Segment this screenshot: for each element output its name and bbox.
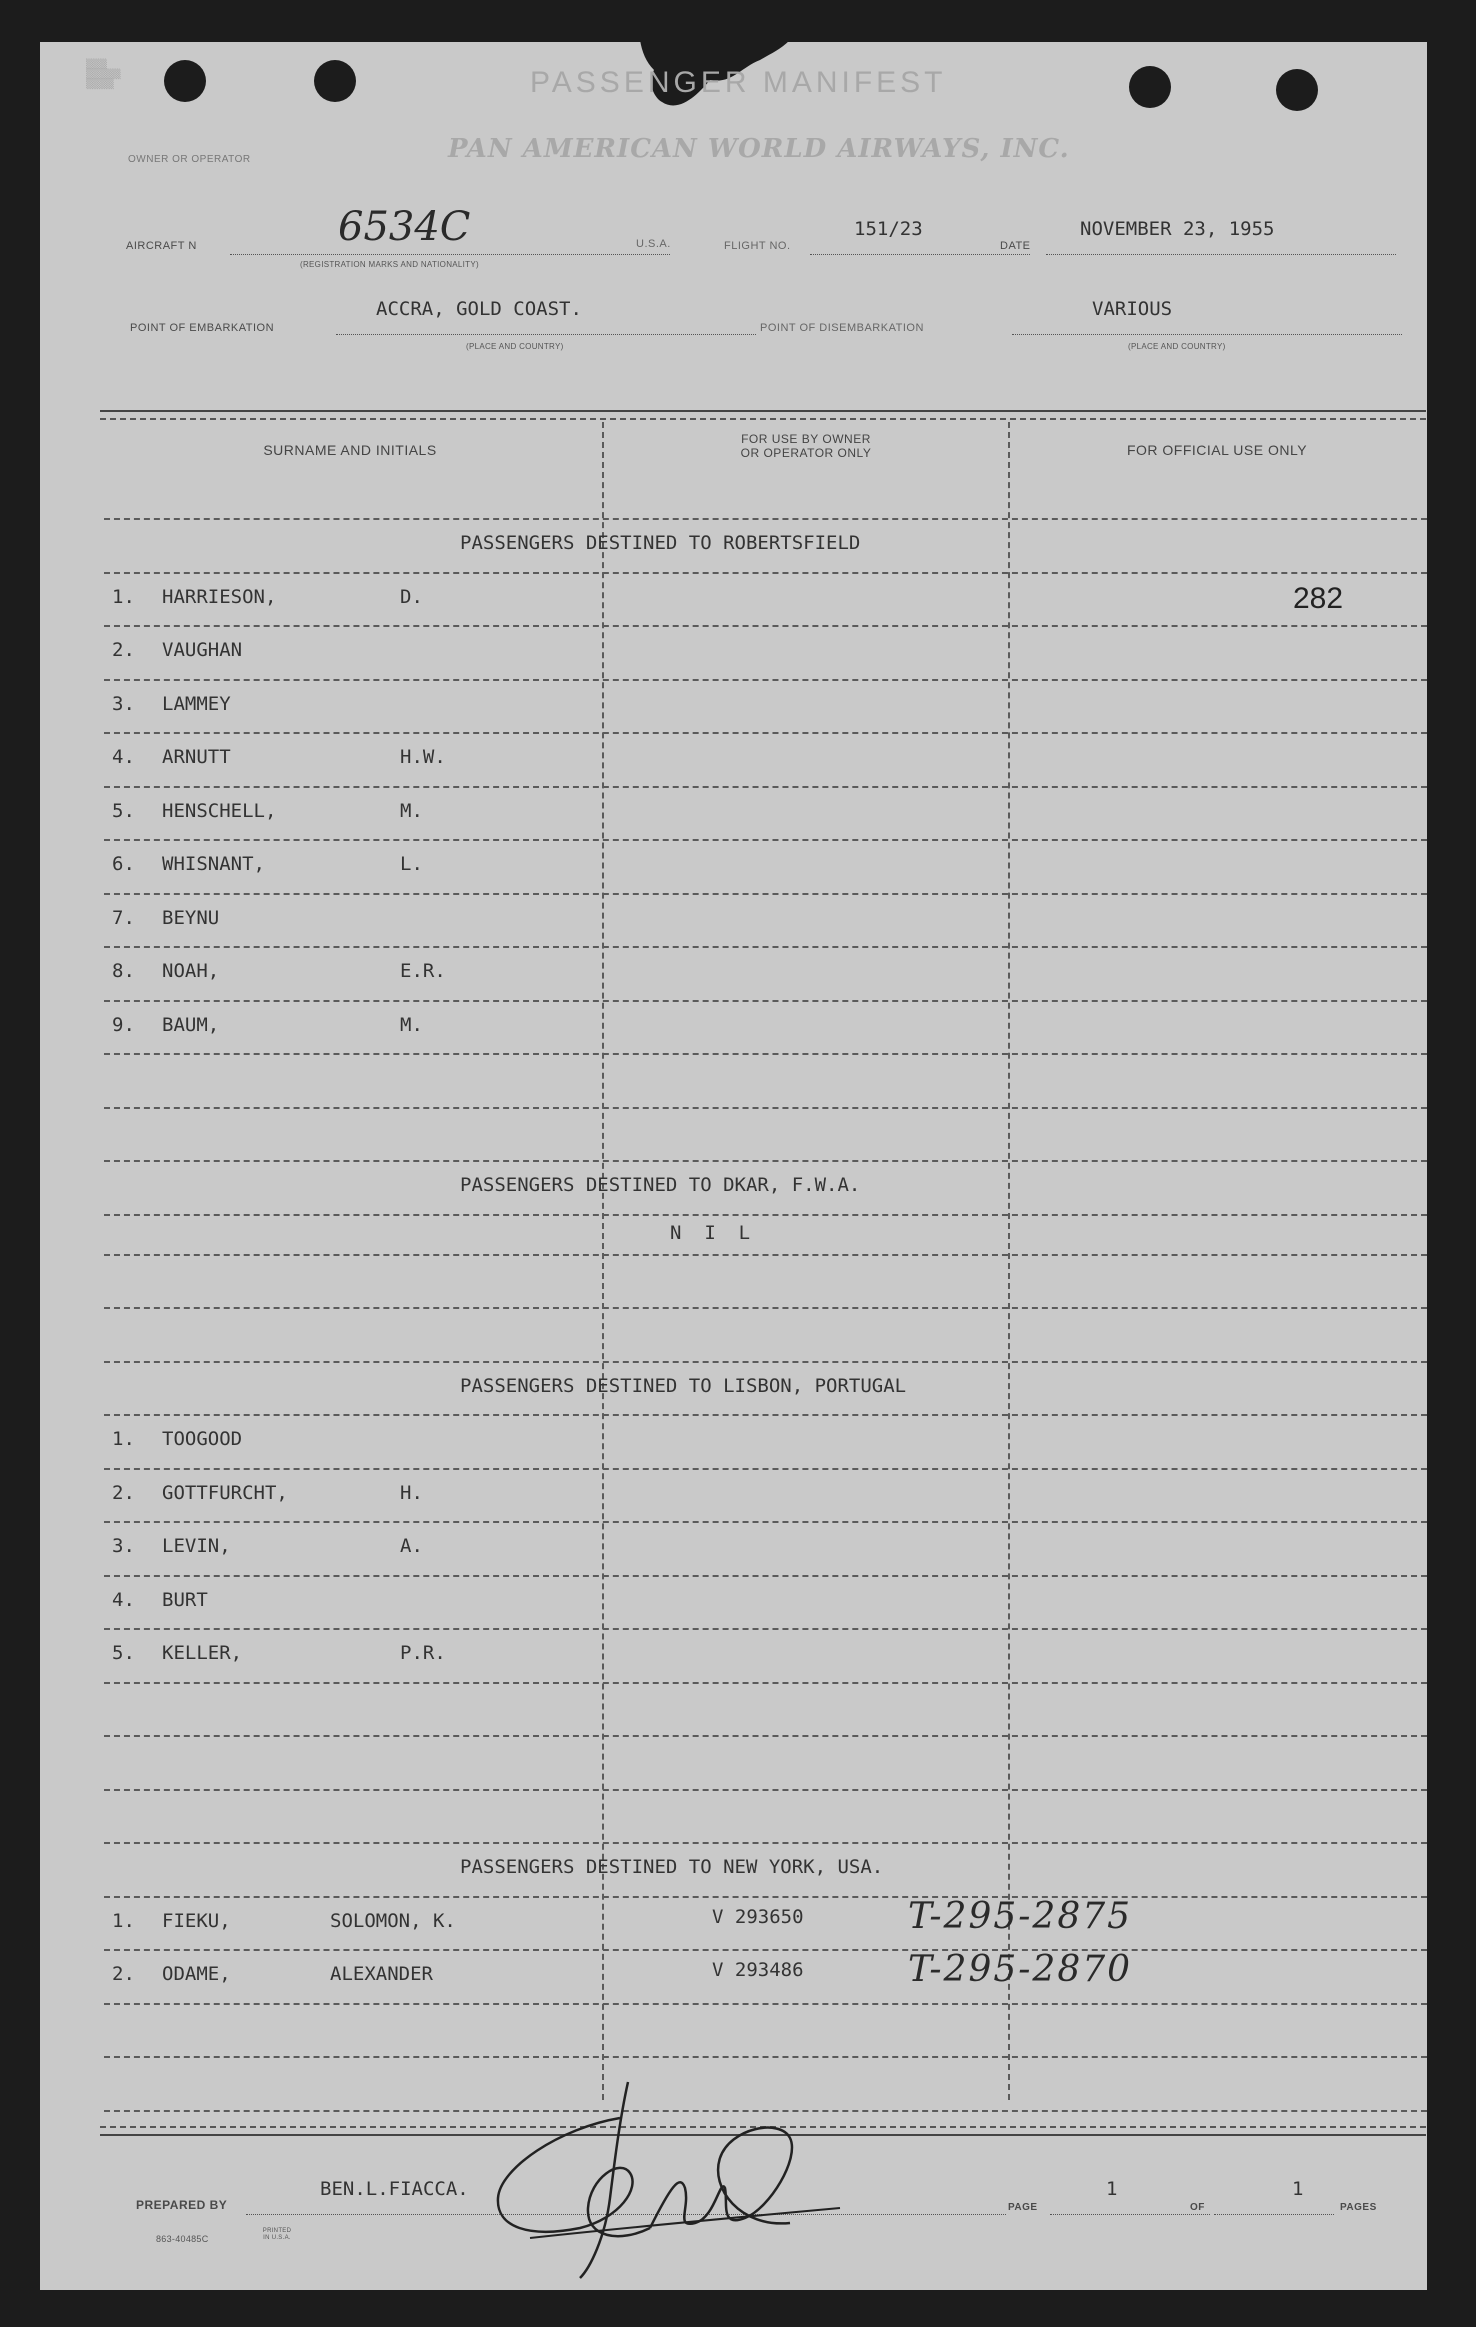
passenger-number: 3. bbox=[112, 1535, 135, 1558]
column-header-owner-use: FOR USE BY OWNER OR OPERATOR ONLY bbox=[740, 432, 872, 460]
row-rule bbox=[104, 946, 1427, 948]
passenger-initials: SOLOMON, K. bbox=[330, 1909, 456, 1932]
passenger-official-number: T-295-2875 bbox=[908, 1895, 1133, 1937]
passenger-initials: M. bbox=[400, 1013, 423, 1036]
passenger-surname: LEVIN, bbox=[162, 1535, 231, 1558]
passenger-initials: ALEXANDER bbox=[330, 1963, 433, 1986]
passenger-number: 2. bbox=[112, 639, 135, 661]
passenger-number: 5. bbox=[112, 1642, 135, 1665]
company-name: PAN AMERICAN WORLD AIRWAYS, INC. bbox=[448, 134, 1070, 164]
row-rule bbox=[104, 1254, 1427, 1256]
row-rule bbox=[104, 572, 1427, 574]
passenger-official-number: T-295-2870 bbox=[908, 1949, 1133, 1991]
row-rule bbox=[104, 518, 1427, 520]
date-value: NOVEMBER 23, 1955 bbox=[1080, 218, 1275, 240]
passenger-surname: FIEKU, bbox=[162, 1909, 231, 1932]
passenger-surname: VAUGHAN bbox=[162, 639, 243, 661]
embarkation-underline bbox=[336, 334, 756, 335]
column-header-surname: SURNAME AND INITIALS bbox=[263, 442, 437, 458]
page-value: 1 bbox=[1106, 2178, 1118, 2200]
passenger-initials: P.R. bbox=[400, 1642, 446, 1665]
flight-no-label: FLIGHT NO. bbox=[724, 240, 791, 252]
passenger-number: 7. bbox=[112, 906, 135, 929]
punch-hole-right-2 bbox=[1276, 69, 1318, 111]
passenger-number: 5. bbox=[112, 799, 135, 822]
passenger-surname: LAMMEY bbox=[162, 692, 231, 715]
row-rule bbox=[104, 2056, 1427, 2058]
form-code: 863-40485C bbox=[156, 2234, 209, 2244]
passenger-surname: WHISNANT, bbox=[162, 853, 265, 875]
row-rule bbox=[104, 1160, 1427, 1162]
passenger-surname: ARNUTT bbox=[162, 746, 231, 768]
of-underline bbox=[1214, 2214, 1334, 2215]
row-rule bbox=[104, 1053, 1427, 1055]
page-underline bbox=[1050, 2214, 1210, 2215]
flight-underline bbox=[810, 254, 1030, 255]
row-rule bbox=[104, 1361, 1427, 1363]
passenger-initials: H.W. bbox=[400, 746, 446, 768]
embarkation-caption: (PLACE AND COUNTRY) bbox=[466, 342, 564, 351]
passenger-number: 4. bbox=[112, 1588, 135, 1611]
aircraft-value: 6534C bbox=[338, 204, 471, 250]
column-header-official: FOR OFFICIAL USE ONLY bbox=[1126, 442, 1308, 458]
passenger-visa-number: V 293486 bbox=[712, 1959, 804, 1982]
passenger-surname: TOOGOOD bbox=[162, 1428, 243, 1451]
passenger-surname: BAUM, bbox=[162, 1013, 220, 1036]
row-rule bbox=[104, 1949, 1427, 1951]
embarkation-label: POINT OF EMBARKATION bbox=[130, 322, 275, 334]
row-rule bbox=[104, 1682, 1427, 1684]
passenger-initials: L. bbox=[400, 853, 423, 875]
row-rule bbox=[104, 786, 1427, 788]
aircraft-underline bbox=[230, 254, 670, 255]
passenger-surname: GOTTFURCHT, bbox=[162, 1481, 288, 1504]
passenger-surname: ODAME, bbox=[162, 1963, 231, 1986]
pages-label: PAGES bbox=[1340, 2202, 1377, 2213]
nil-value: N I L bbox=[670, 1221, 751, 1244]
passenger-number: 1. bbox=[112, 1428, 135, 1451]
passenger-number: 8. bbox=[112, 960, 135, 982]
passenger-visa-number: V 293650 bbox=[712, 1905, 804, 1928]
passenger-initials: E.R. bbox=[400, 960, 446, 982]
row-rule bbox=[104, 2003, 1427, 2005]
passenger-number: 1. bbox=[112, 1909, 135, 1932]
row-rule bbox=[104, 1789, 1427, 1791]
printed-in-usa: PRINTED IN U.S.A. bbox=[262, 2228, 292, 2241]
section-heading: PASSENGERS DESTINED TO DKAR, F.W.A. bbox=[460, 1174, 861, 1196]
row-rule bbox=[104, 625, 1427, 627]
row-rule bbox=[104, 1468, 1427, 1470]
disembarkation-label: POINT OF DISEMBARKATION bbox=[760, 322, 924, 334]
row-rule bbox=[104, 839, 1427, 841]
row-rule bbox=[104, 1842, 1427, 1844]
row-rule bbox=[104, 1000, 1427, 1002]
disembarkation-underline bbox=[1012, 334, 1402, 335]
date-label: DATE bbox=[1000, 240, 1031, 252]
row-rule bbox=[104, 893, 1427, 895]
small-stamp-topleft: ▒▒▒ ▒▒▒▒▒ ▒▒▒▒ bbox=[86, 60, 121, 90]
passenger-initials: D. bbox=[400, 585, 423, 608]
passenger-surname: HENSCHELL, bbox=[162, 799, 277, 822]
date-underline bbox=[1046, 254, 1396, 255]
section-heading: PASSENGERS DESTINED TO LISBON, PORTUGAL bbox=[460, 1374, 907, 1397]
passenger-initials: H. bbox=[400, 1481, 423, 1504]
row-rule bbox=[104, 1214, 1427, 1216]
row-rule bbox=[104, 1521, 1427, 1523]
passenger-number: 4. bbox=[112, 746, 135, 768]
passenger-surname: BEYNU bbox=[162, 906, 220, 929]
owner-operator-label: OWNER OR OPERATOR bbox=[128, 154, 251, 165]
usa-label: U.S.A. bbox=[636, 238, 671, 250]
punch-hole-right-1 bbox=[1129, 66, 1171, 108]
passenger-initials: M. bbox=[400, 799, 423, 822]
disembarkation-value: VARIOUS bbox=[1092, 298, 1173, 320]
passenger-number: 2. bbox=[112, 1481, 135, 1504]
passenger-number: 9. bbox=[112, 1013, 135, 1036]
of-label: OF bbox=[1190, 2202, 1205, 2213]
row-rule bbox=[104, 1307, 1427, 1309]
column-divider-1 bbox=[602, 422, 604, 2100]
passenger-initials: A. bbox=[400, 1535, 423, 1558]
section-heading: PASSENGERS DESTINED TO NEW YORK, USA. bbox=[460, 1856, 884, 1879]
row-rule bbox=[104, 1896, 1427, 1898]
prepared-by-label: PREPARED BY bbox=[136, 2198, 228, 2212]
row-rule bbox=[104, 1628, 1427, 1630]
flight-no-value: 151/23 bbox=[854, 218, 923, 240]
table-top-rule bbox=[100, 410, 1426, 420]
passenger-surname: NOAH, bbox=[162, 960, 220, 982]
row-rule bbox=[104, 732, 1427, 734]
aircraft-caption: (REGISTRATION MARKS AND NATIONALITY) bbox=[300, 260, 479, 269]
punch-hole-left-2 bbox=[314, 60, 356, 102]
manifest-sheet bbox=[40, 42, 1427, 2290]
passenger-number: 1. bbox=[112, 585, 135, 608]
passenger-number: 2. bbox=[112, 1963, 135, 1986]
official-stamp-number: 282 bbox=[1293, 582, 1344, 615]
section-heading: PASSENGERS DESTINED TO ROBERTSFIELD bbox=[460, 532, 861, 554]
passenger-surname: BURT bbox=[162, 1588, 208, 1611]
passenger-number: 6. bbox=[112, 853, 135, 875]
prepared-by-value: BEN.L.FIACCA. bbox=[320, 2178, 469, 2200]
embarkation-value: ACCRA, GOLD COAST. bbox=[376, 298, 582, 320]
aircraft-label: AIRCRAFT N bbox=[126, 240, 197, 252]
row-rule bbox=[104, 1575, 1427, 1577]
row-rule bbox=[104, 1414, 1427, 1416]
row-rule bbox=[104, 679, 1427, 681]
disembarkation-caption: (PLACE AND COUNTRY) bbox=[1128, 342, 1226, 351]
of-value: 1 bbox=[1292, 2178, 1304, 2200]
signature bbox=[470, 2078, 850, 2288]
column-divider-2 bbox=[1008, 422, 1010, 2100]
punch-hole-left-1 bbox=[164, 60, 206, 102]
manifest-title: PASSENGER MANIFEST bbox=[530, 66, 947, 99]
page-label: PAGE bbox=[1008, 2202, 1038, 2213]
row-rule bbox=[104, 1735, 1427, 1737]
passenger-surname: KELLER, bbox=[162, 1642, 243, 1665]
passenger-number: 3. bbox=[112, 692, 135, 715]
row-rule bbox=[104, 1107, 1427, 1109]
passenger-surname: HARRIESON, bbox=[162, 585, 277, 608]
